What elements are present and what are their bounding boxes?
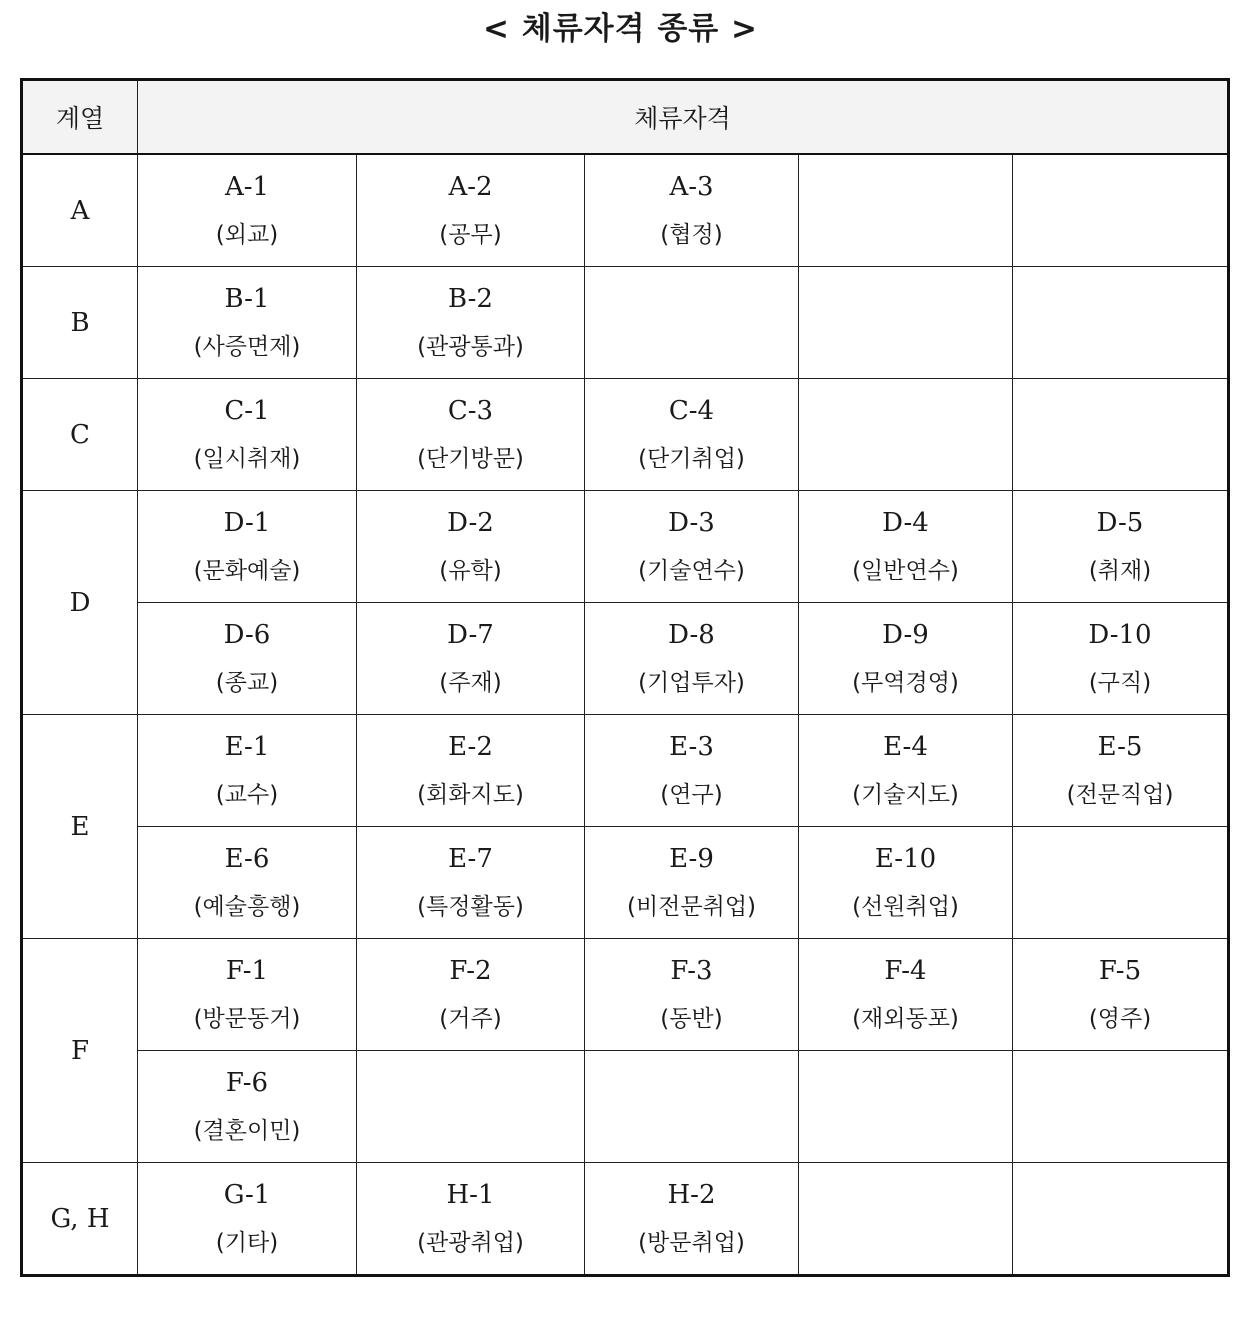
status-name: (특정활동) [417, 893, 524, 920]
status-code: A-2 [448, 171, 493, 202]
status-code: E-6 [224, 843, 270, 874]
status-cell [138, 154, 357, 267]
status-name: (기술지도) [852, 781, 959, 808]
status-cell [138, 1163, 357, 1276]
status-name: (회화지도) [417, 781, 524, 808]
category-cell: D [22, 491, 138, 715]
empty-cell [585, 267, 799, 379]
status-code: C-3 [447, 395, 494, 426]
status-code: D-4 [882, 507, 929, 538]
table-row [22, 154, 1229, 267]
status-cell [357, 267, 585, 379]
status-code: E-1 [224, 731, 270, 762]
table-row [22, 603, 1229, 715]
status-header: 체류자격 [138, 80, 1229, 155]
table-row [22, 1051, 1229, 1163]
empty-cell [1013, 267, 1229, 379]
status-cell [1013, 939, 1229, 1051]
status-name: (외교) [215, 221, 279, 248]
status-code: G-1 [223, 1179, 271, 1210]
status-cell [357, 1163, 585, 1276]
status-table [20, 78, 1230, 1277]
status-cell [357, 939, 585, 1051]
status-code: E-7 [448, 843, 493, 874]
status-code: E-4 [883, 731, 928, 762]
category-cell: E [22, 715, 138, 939]
empty-cell [1013, 154, 1229, 267]
table-row [22, 1163, 1229, 1276]
status-code: F-4 [884, 955, 927, 986]
status-cell [138, 379, 357, 491]
status-cell [585, 827, 799, 939]
status-name: (종교) [215, 669, 279, 696]
status-code: D-2 [447, 507, 494, 538]
status-name: (재외동포) [852, 1005, 959, 1032]
status-code: E-10 [874, 843, 937, 874]
status-name: (비전문취업) [626, 893, 757, 920]
status-code: F-2 [449, 955, 492, 986]
status-name: (공무) [439, 221, 502, 248]
status-code: E-5 [1097, 731, 1143, 762]
category-cell: B [22, 267, 138, 379]
status-name: (결혼이민) [193, 1117, 301, 1144]
status-name: (사증면제) [193, 333, 301, 360]
status-cell [585, 491, 799, 603]
empty-cell [799, 154, 1013, 267]
status-code: E-9 [669, 843, 714, 874]
status-code: D-7 [447, 619, 494, 650]
status-name: (교수) [215, 781, 279, 808]
status-name: (동반) [660, 1005, 723, 1032]
status-name: (기술연수) [638, 557, 745, 584]
status-code: D-10 [1088, 619, 1152, 650]
status-name: (선원취업) [852, 893, 959, 920]
status-code: F-1 [225, 955, 269, 986]
status-code: D-1 [223, 507, 271, 538]
table-row [22, 827, 1229, 939]
empty-cell [799, 1051, 1013, 1163]
status-name: (문화예술) [193, 557, 301, 584]
status-name: (단기방문) [417, 445, 524, 472]
status-name: (관광취업) [417, 1229, 524, 1256]
status-code: F-6 [225, 1067, 269, 1098]
status-name: (단기취업) [638, 445, 745, 472]
status-code: B-1 [224, 283, 270, 314]
empty-cell [1013, 1051, 1229, 1163]
status-cell [585, 1163, 799, 1276]
status-code: H-2 [667, 1179, 716, 1210]
status-cell [585, 939, 799, 1051]
status-name: (유학) [439, 557, 502, 584]
status-cell [585, 379, 799, 491]
status-code: F-5 [1098, 955, 1142, 986]
status-name: (거주) [439, 1005, 502, 1032]
empty-cell [1013, 1163, 1229, 1276]
category-cell: C [22, 379, 138, 491]
table-row [22, 379, 1229, 491]
status-cell [357, 491, 585, 603]
category-header: 계열 [22, 80, 138, 155]
category-cell: G, H [22, 1163, 138, 1276]
status-name: (방문동거) [193, 1005, 301, 1032]
status-code: D-8 [668, 619, 715, 650]
status-code: C-4 [668, 395, 715, 426]
status-name: (일반연수) [852, 557, 959, 584]
status-cell [1013, 603, 1229, 715]
status-name: (무역경영) [852, 669, 959, 696]
status-cell [585, 603, 799, 715]
status-name: (일시취재) [193, 445, 301, 472]
status-code: E-3 [669, 731, 714, 762]
empty-cell [1013, 379, 1229, 491]
status-code: D-9 [882, 619, 929, 650]
status-cell [357, 827, 585, 939]
status-name: (기업투자) [638, 669, 745, 696]
status-cell [138, 939, 357, 1051]
status-cell [138, 491, 357, 603]
status-cell [138, 267, 357, 379]
empty-cell [799, 379, 1013, 491]
status-cell [799, 603, 1013, 715]
status-cell [799, 715, 1013, 827]
status-name: (예술흥행) [193, 893, 301, 920]
status-code: D-3 [668, 507, 715, 538]
status-name: (방문취업) [638, 1229, 745, 1256]
status-code: D-6 [223, 619, 271, 650]
status-cell [357, 154, 585, 267]
status-cell [799, 827, 1013, 939]
status-cell [357, 379, 585, 491]
header-row [22, 80, 1229, 155]
table-row [22, 939, 1229, 1051]
status-cell [585, 715, 799, 827]
status-cell [1013, 491, 1229, 603]
status-name: (전문직업) [1066, 781, 1174, 808]
table-row [22, 267, 1229, 379]
status-name: (취재) [1088, 557, 1152, 584]
status-cell [799, 939, 1013, 1051]
table-row [22, 491, 1229, 603]
page-title: < 체류자격 종류 > [482, 11, 758, 47]
status-cell [138, 1051, 357, 1163]
status-name: (기타) [215, 1229, 279, 1256]
empty-cell [799, 1163, 1013, 1276]
status-code: C-1 [224, 395, 270, 426]
status-code: D-5 [1096, 507, 1144, 538]
status-cell [1013, 715, 1229, 827]
status-cell [799, 491, 1013, 603]
status-cell [357, 603, 585, 715]
empty-cell [1013, 827, 1229, 939]
category-cell: A [22, 154, 138, 267]
status-code: E-2 [448, 731, 493, 762]
empty-cell [799, 267, 1013, 379]
status-cell [138, 715, 357, 827]
status-name: (협정) [660, 221, 723, 248]
status-cell [138, 827, 357, 939]
status-name: (구직) [1088, 669, 1152, 696]
status-cell [585, 154, 799, 267]
status-code: A-1 [224, 171, 270, 202]
status-name: (관광통과) [417, 333, 524, 360]
empty-cell [357, 1051, 585, 1163]
status-name: (연구) [660, 781, 723, 808]
category-cell: F [22, 939, 138, 1163]
status-name: (영주) [1088, 1005, 1152, 1032]
status-name: (주재) [439, 669, 502, 696]
status-cell [357, 715, 585, 827]
status-code: H-1 [446, 1179, 495, 1210]
status-code: F-3 [670, 955, 713, 986]
status-code: B-2 [448, 283, 493, 314]
status-code: A-3 [669, 171, 714, 202]
status-cell [138, 603, 357, 715]
empty-cell [585, 1051, 799, 1163]
table-row [22, 715, 1229, 827]
